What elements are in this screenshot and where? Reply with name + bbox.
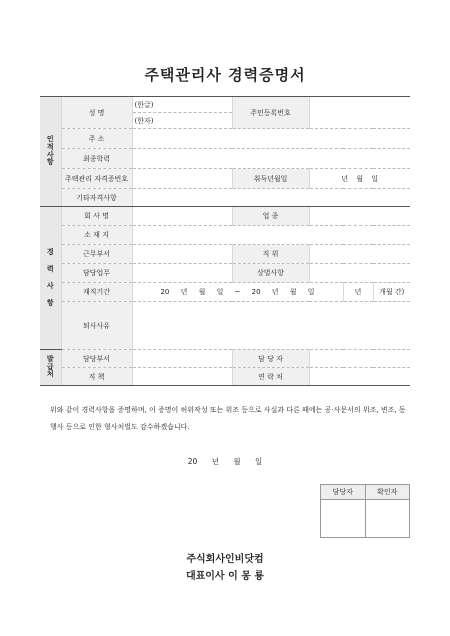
reward-field[interactable] bbox=[309, 264, 410, 283]
reward-label: 상벌사항 bbox=[232, 264, 309, 283]
address-field[interactable] bbox=[132, 129, 410, 149]
issue-date-line: 20 년 월 일 bbox=[187, 457, 263, 466]
period-range-field[interactable]: 20 년 월 일 ~ 20 년 월 일 bbox=[132, 283, 343, 302]
document-title: 주택관리사 경력증명서 bbox=[144, 66, 306, 84]
name-hanja-field[interactable]: (한자) bbox=[132, 113, 232, 129]
duty-label: 담당업무 bbox=[61, 264, 132, 283]
rrn-label: 주민등록번호 bbox=[232, 97, 309, 129]
issuer-title-label: 직 책 bbox=[61, 368, 132, 386]
job-position-field[interactable] bbox=[309, 245, 410, 264]
issuer-department-label: 담당부서 bbox=[61, 350, 132, 368]
confirmer-stamp-cell[interactable] bbox=[365, 500, 410, 538]
location-label: 소 재 지 bbox=[61, 226, 132, 245]
period-months-field[interactable]: 개월 간) bbox=[373, 283, 410, 302]
section-career-label: 경 력 사 항 bbox=[40, 207, 61, 350]
issuer-manager-field[interactable] bbox=[309, 350, 410, 368]
company-name: 주식회사인비닷컴 bbox=[186, 554, 264, 565]
certification-statement: 위와 같이 경력사항을 증명하며, 이 증명이 허위작성 또는 위조 등으로 사실과 다른 때에는 공·사문서의 위조, 변조, 동행사 등으로 인한 형사처벌도 감수하겠습니다. bbox=[50, 406, 406, 431]
address-label: 주 소 bbox=[61, 129, 132, 149]
business-type-label: 업 종 bbox=[232, 207, 309, 226]
ceo-line: 대표이사 이 몽 룡 bbox=[185, 571, 265, 582]
confirmer-header: 확인자 bbox=[365, 485, 410, 500]
period-label: 재직기간 bbox=[61, 283, 132, 302]
other-license-field[interactable] bbox=[132, 189, 410, 207]
staff-stamp-cell[interactable] bbox=[321, 500, 366, 538]
education-field[interactable] bbox=[132, 149, 410, 169]
leave-reason-label: 퇴사사유 bbox=[61, 302, 132, 350]
issuer-title-field[interactable] bbox=[132, 368, 232, 386]
period-years-field[interactable]: 년 bbox=[343, 283, 373, 302]
company-field[interactable] bbox=[132, 207, 232, 226]
duty-field[interactable] bbox=[132, 264, 232, 283]
location-field[interactable] bbox=[132, 226, 410, 245]
company-label: 회 사 명 bbox=[61, 207, 132, 226]
issuer-manager-label: 담 당 자 bbox=[232, 350, 309, 368]
education-label: 최종학력 bbox=[61, 149, 132, 169]
license-number-label: 주택관리 자격증번호 bbox=[61, 169, 132, 189]
other-license-label: 기타자격사항 bbox=[61, 189, 132, 207]
acquired-date-field[interactable]: 년 월 일 bbox=[309, 169, 410, 189]
leave-reason-field[interactable] bbox=[132, 302, 410, 350]
name-label: 성 명 bbox=[61, 97, 132, 129]
issuer-department-field[interactable] bbox=[132, 350, 232, 368]
department-field[interactable] bbox=[132, 245, 232, 264]
acquired-date-label: 취득년월일 bbox=[232, 169, 309, 189]
name-korean-field[interactable]: (한글) bbox=[132, 97, 232, 113]
staff-header: 담당자 bbox=[321, 485, 366, 500]
issuer-contact-label: 연 락 처 bbox=[232, 368, 309, 386]
rrn-field[interactable] bbox=[309, 97, 410, 129]
department-label: 근무부서 bbox=[61, 245, 132, 264]
career-form-table bbox=[40, 96, 410, 386]
issuer-contact-field[interactable] bbox=[309, 368, 410, 386]
business-type-field[interactable] bbox=[309, 207, 410, 226]
section-issuer-label: 발 급 처 bbox=[40, 350, 61, 386]
license-number-field[interactable] bbox=[132, 169, 232, 189]
approval-stamp-box bbox=[320, 484, 410, 538]
job-position-label: 직 위 bbox=[232, 245, 309, 264]
section-personal-label: 인 적 사 항 bbox=[40, 97, 61, 207]
